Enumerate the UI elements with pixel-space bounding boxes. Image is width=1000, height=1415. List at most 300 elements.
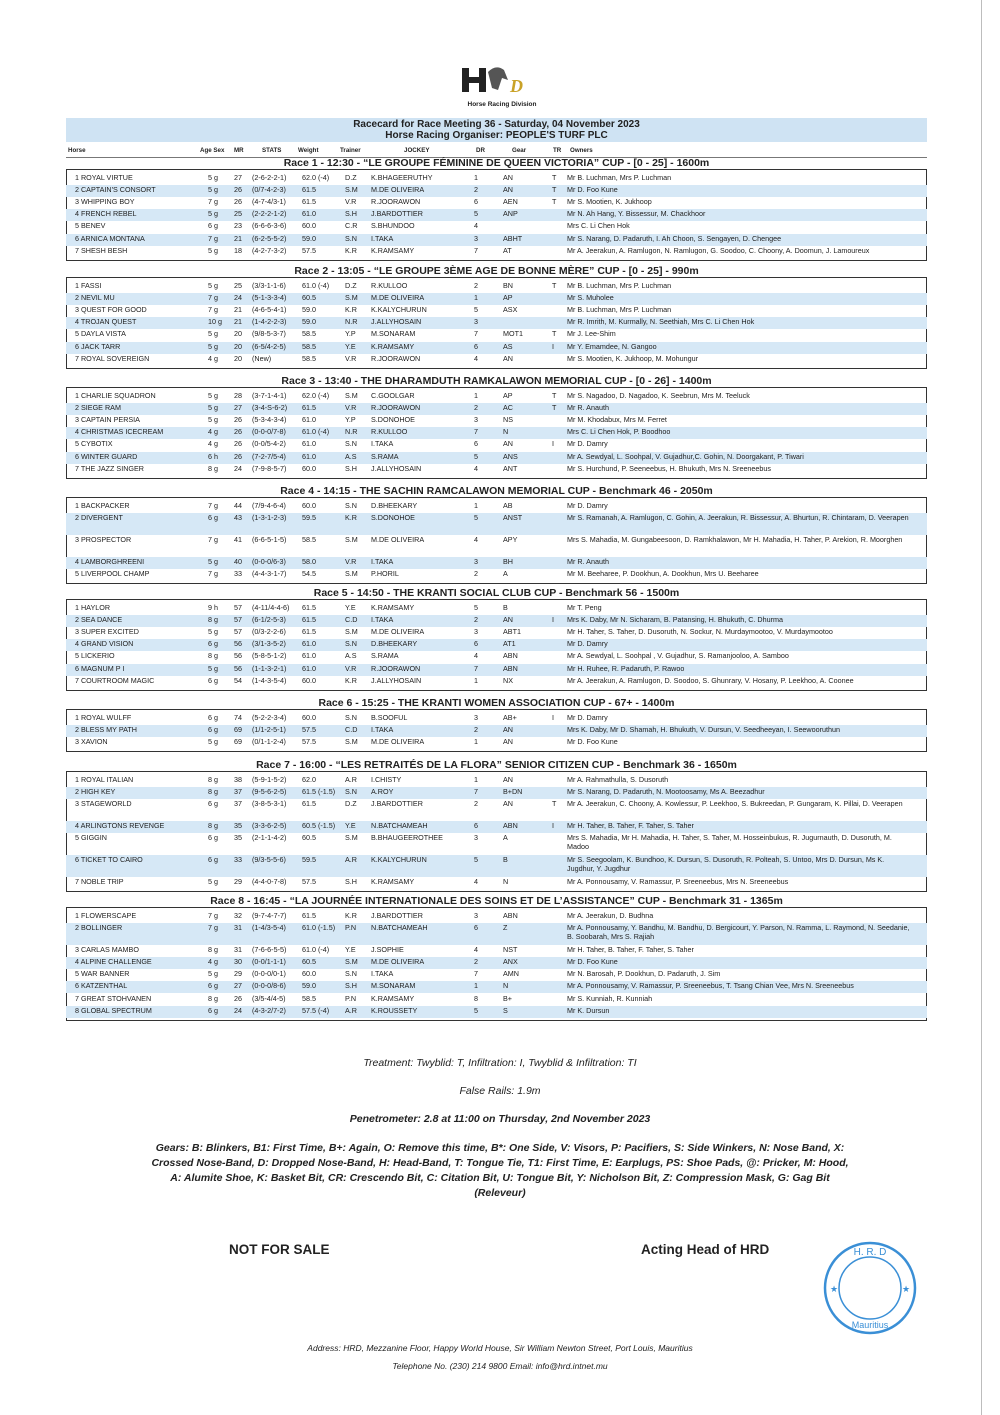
runner-horse: 1 CHARLIE SQUADRON (75, 391, 156, 400)
runner-dr: 3 (474, 233, 478, 243)
runner-weight: 61.0 (302, 209, 316, 219)
runner-owners: Mr A. Jeerakun, A. Ramlugon, D. Soodoo, S. Ghunrary, V. Hosany, P. Leekhoo, A. Coonee (567, 675, 854, 685)
runner-owners: Mr A. Ponnousamy, Y. Bandhu, M. Bandhu, D. Bergicourt, Y. Parson, N. Ramma, L. Raymond, N. Seedanie, B. Soobarah, Mrs S. Rajiah (567, 923, 910, 941)
runner-trainer: K.R (345, 675, 357, 685)
runner-dr: 1 (474, 173, 478, 182)
runner-owners: Mrs K. Daby, Mr N. Sicharam, B. Patansing, H. Bhukuth, C. Dhurma (567, 615, 783, 625)
runner-weight: 62.0 (-4) (302, 173, 330, 182)
runner-mr: 33 (234, 855, 242, 865)
runner-row (66, 713, 927, 725)
runner-trainer: S.N (345, 501, 357, 510)
runner-row (66, 627, 927, 639)
runner-jockey: S.RAMA (371, 451, 399, 461)
runner-stats: (6-1/2-5-3) (252, 615, 286, 625)
runner-horse: 3 WHIPPING BOY (75, 197, 135, 207)
runner-weight: 57.5 (302, 737, 316, 747)
runner-gear: ABHT (503, 233, 523, 243)
runner-mr: 57 (234, 603, 242, 612)
hrd-stamp (820, 1238, 920, 1338)
runner-jockey: I.TAKA (371, 969, 394, 979)
runner-age: 6 g (208, 833, 218, 843)
runner-gear: AEN (503, 197, 518, 207)
runner-age: 4 g (208, 353, 218, 363)
runner-dr: 3 (474, 627, 478, 637)
runner-stats: (4-11/4-4-6) (252, 603, 290, 612)
runner-trainer: V.R (345, 197, 357, 207)
runner-owners: Mr S. Narang, D. Padaruth, N. Mootoosamy, Ms A. Beezadhur (567, 787, 765, 797)
runner-age: 5 g (208, 403, 218, 413)
runner-weight: 58.0 (302, 557, 316, 567)
footer-address: Address: HRD, Mezzanine Floor, Happy World House, Sir William Newton Street, Port Louis, Mauritius (307, 1343, 693, 1353)
runner-dr: 1 (474, 775, 478, 784)
runner-row (66, 173, 927, 185)
runner-row (66, 293, 927, 305)
runner-age: 8 g (208, 463, 218, 473)
acting-head-label: Acting Head of HRD (641, 1242, 770, 1257)
false-rails-note: False Rails: 1.9m (459, 1085, 541, 1097)
runner-gear: B+ (503, 993, 512, 1003)
runner-age: 5 g (208, 209, 218, 219)
runner-jockey: M.DE OLIVEIRA (371, 293, 425, 303)
runner-jockey: M.DE OLIVEIRA (371, 185, 425, 195)
runner-dr: 1 (474, 981, 478, 991)
runner-gear: N (503, 877, 509, 887)
runner-horse: 6 WINTER GUARD (75, 451, 138, 461)
runner-stats: (1-4-2-2-3) (252, 317, 287, 327)
runner-age: 5 g (208, 281, 218, 290)
runner-age: 6 g (208, 221, 218, 231)
runner-mr: 38 (234, 775, 242, 784)
race-title: Race 3 - 13:40 - THE DHARAMDUTH RAMKALAWON MEMORIAL CUP - [0 - 26] - 1400m (66, 376, 927, 387)
runner-stats: (0-0/5-4-2) (252, 439, 286, 449)
runner-mr: 26 (234, 993, 242, 1003)
runner-jockey: K.ROUSSETY (371, 1005, 418, 1015)
runner-weight: 60.5 (302, 957, 316, 967)
runner-trainer: A.R (345, 775, 357, 784)
runner-stats: (4-7-4/3-1) (252, 197, 286, 207)
runner-dr: 7 (474, 329, 478, 339)
runner-weight: 61.5 (302, 403, 316, 413)
svg-text:★: ★ (830, 1284, 839, 1294)
runner-dr: 4 (474, 353, 478, 363)
runner-gear: ABN (503, 911, 518, 920)
runner-row (66, 799, 927, 821)
runner-stats: (1-4/3-5-4) (252, 923, 286, 933)
runner-stats: (6-6-6-3-6) (252, 221, 287, 231)
runner-trainer: S.N (345, 713, 357, 722)
runner-owners: Mr B. Luchman, Mrs P. Luchman (567, 173, 672, 182)
runner-horse: 3 STAGEWORLD (75, 799, 132, 809)
runner-gear: NS (503, 415, 513, 425)
runner-horse: 4 LAMBORGHREENI (75, 557, 145, 567)
runner-stats: (5-8-5-1-2) (252, 651, 287, 661)
runner-jockey: J.ALLYHOSAIN (371, 675, 422, 685)
runner-row (66, 197, 927, 209)
runner-stats: (3/3-1-1-6) (252, 281, 286, 290)
runner-dr: 7 (474, 969, 478, 979)
runner-jockey: N.BATCHAMEAH (371, 821, 428, 831)
runner-horse: 5 BENEV (75, 221, 106, 231)
runner-stats: (0-0-0/7-8) (252, 427, 286, 437)
runner-stats: (7-9-8-5-7) (252, 463, 287, 473)
runner-horse: 4 TROJAN QUEST (75, 317, 137, 327)
runner-weight: 61.5 (-1.5) (302, 787, 336, 797)
runner-age: 8 g (208, 651, 218, 661)
runner-mr: 27 (234, 173, 242, 182)
runner-stats: (6-5/4-2-5) (252, 341, 286, 351)
runner-age: 5 g (208, 173, 218, 182)
runner-age: 8 g (208, 615, 218, 625)
runner-jockey: B.BHAUGEEROTHEE (371, 833, 443, 843)
runner-horse: 1 FLOWERSCAPE (75, 911, 137, 920)
runner-dr: 7 (474, 787, 478, 797)
runner-weight: 61.0 (302, 415, 316, 425)
runner-jockey: R.JOORAWON (371, 663, 421, 673)
col-stats: STATS (262, 147, 282, 154)
runner-trainer: S.H (345, 209, 357, 219)
runner-stats: (9/3-5-5-6) (252, 855, 286, 865)
runner-stats: (3/5-4/4-5) (252, 993, 286, 1003)
runner-horse: 5 GIGGIN (75, 833, 107, 843)
runner-weight: 61.0 (302, 663, 316, 673)
runner-stats: (4-2-7-3-2) (252, 245, 287, 255)
runner-mr: 26 (234, 427, 242, 437)
runner-stats: (1/1-2-5-1) (252, 725, 286, 735)
runner-stats: (7-6-6-5-5) (252, 945, 287, 955)
runner-mr: 33 (234, 569, 242, 579)
runner-gear: AB (503, 501, 513, 510)
runner-gear: Z (503, 923, 508, 933)
runner-jockey: I.CHISTY (371, 775, 402, 784)
runner-jockey: M.DE OLIVEIRA (371, 535, 425, 545)
runner-weight: 57.5 (302, 725, 316, 735)
runner-mr: 40 (234, 557, 242, 567)
runner-gear: A (503, 569, 508, 579)
runner-owners: Mr H. Ruhee, R. Padaruth, P. Rawoo (567, 663, 685, 673)
runner-horse: 1 FASSI (75, 281, 102, 290)
runner-trainer: K.R (345, 305, 357, 315)
runner-stats: (2-2-2-1-2) (252, 209, 287, 219)
runner-jockey: M.SONARAM (371, 981, 416, 991)
runner-age: 8 g (208, 945, 218, 955)
runner-mr: 25 (234, 209, 242, 219)
col-jockey: JOCKEY (404, 147, 430, 154)
runner-owners: Mr A. Rahmathulla, S. Dusoruth (567, 775, 669, 784)
runner-gear: AN (503, 615, 513, 625)
race-title: Race 2 - 13:05 - “LE GROUPE 3ÈME AGE DE BONNE MÈRE” CUP - [0 - 25] - 990m (66, 266, 927, 277)
runner-jockey: J.ALLYHOSAIN (371, 317, 422, 327)
runner-horse: 7 GREAT STOHVANEN (75, 993, 152, 1003)
runner-row (66, 281, 927, 293)
runner-tr: I (552, 439, 554, 449)
runner-jockey: J.BARDOTTIER (371, 911, 423, 920)
runner-gear: S (503, 1005, 508, 1015)
runner-dr: 5 (474, 513, 478, 523)
runner-row (66, 246, 927, 258)
runner-trainer: S.N (345, 439, 357, 449)
runner-mr: 29 (234, 969, 242, 979)
runner-gear: MOT1 (503, 329, 523, 339)
runner-tr: T (552, 799, 557, 809)
runner-jockey: M.DE OLIVEIRA (371, 737, 425, 747)
runner-trainer: N.R (345, 317, 358, 327)
runner-weight: 60.0 (302, 463, 316, 473)
race-title: Race 4 - 14:15 - THE SACHIN RAMCALAWON MEMORIAL CUP - Benchmark 46 - 2050m (66, 486, 927, 497)
runner-dr: 5 (474, 451, 478, 461)
runner-tr: T (552, 197, 557, 207)
runner-age: 5 g (208, 877, 218, 887)
runner-gear: AN (503, 185, 513, 195)
runner-age: 7 g (208, 233, 218, 243)
runner-gear: ABT1 (503, 627, 521, 637)
runner-mr: 43 (234, 513, 242, 523)
runner-row (66, 501, 927, 513)
runner-row (66, 1006, 927, 1018)
runner-jockey: K.RAMSAMY (371, 993, 415, 1003)
runner-gear: AN (503, 353, 513, 363)
runner-jockey: S.DONOHOE (371, 415, 415, 425)
runner-dr: 5 (474, 305, 478, 315)
runner-gear: AP (503, 293, 513, 303)
runner-gear: N (503, 427, 509, 437)
runner-age: 6 g (208, 639, 218, 649)
runner-age: 6 g (208, 799, 218, 809)
runner-gear: ASX (503, 305, 518, 315)
runner-horse: 2 NEVIL MU (75, 293, 115, 303)
runner-age: 6 g (208, 725, 218, 735)
runner-mr: 57 (234, 627, 242, 637)
runner-stats: (New) (252, 353, 272, 363)
runner-age: 5 g (208, 627, 218, 637)
runner-row (66, 354, 927, 366)
runner-owners: Mr D. Foo Kune (567, 185, 618, 195)
runner-owners: Mr H. Taher, B. Taher, F. Taher, S. Taher (567, 821, 694, 831)
runner-tr: T (552, 173, 557, 182)
runner-mr: 35 (234, 821, 242, 831)
runner-tr: T (552, 185, 557, 195)
runner-dr: 6 (474, 439, 478, 449)
runner-stats: (1-4-3-5-4) (252, 675, 287, 685)
runner-age: 5 g (208, 329, 218, 339)
runner-jockey: P.HORIL (371, 569, 399, 579)
runner-tr: I (552, 615, 554, 625)
runner-dr: 5 (474, 1005, 478, 1015)
race-title: Race 7 - 16:00 - “LES RETRAITÉS DE LA FLORA” SENIOR CITIZEN CUP - Benchmark 36 - 1650m (66, 760, 927, 771)
col-gear: Gear (512, 147, 527, 154)
runner-stats: (3-8-5-3-1) (252, 799, 287, 809)
runner-trainer: S.H (345, 981, 357, 991)
runner-mr: 23 (234, 221, 242, 231)
runner-weight: 59.0 (302, 305, 316, 315)
runner-stats: (0-0-0/0-1) (252, 969, 286, 979)
runner-owners: Mr N. Ah Hang, Y. Bissessur, M. Chackhoor (567, 209, 706, 219)
runner-stats: (0-0/1-1-1) (252, 957, 286, 967)
runner-horse: 5 WAR BANNER (75, 969, 130, 979)
runner-jockey: I.TAKA (371, 233, 394, 243)
runner-row (66, 452, 927, 464)
runner-age: 8 g (208, 821, 218, 831)
meeting-title: Racecard for Race Meeting 36 - Saturday, 04 November 2023 (353, 119, 640, 130)
runner-gear: BN (503, 281, 513, 290)
runner-horse: 3 CARLAS MAMBO (75, 945, 139, 955)
runner-horse: 7 ROYAL SOVEREIGN (75, 353, 150, 363)
runner-weight: 60.5 (302, 833, 316, 843)
race-title: Race 1 - 12:30 - “LE GROUPE FÉMININE DE QUEEN VICTORIA” CUP - [0 - 25] - 1600m (66, 158, 927, 169)
runner-trainer: S.M (345, 293, 358, 303)
runner-dr: 6 (474, 197, 478, 207)
runner-weight: 61.0 (302, 639, 316, 649)
gears-legend: Gears: B: Blinkers, B1: First Time, B+: Again, O: Remove this time, B*: One Side, V: Visors, P: Pacifiers, S: Side Winkers, N: Nose Band, X: Crossed Nose-Band, D: Dropped Nose-Band, H: Head-Band, T: Tongue Tie, T1: First Time, E: Earplugs, PS: Shoe Pads, @: Pricker, M: Hood, A: Alumite Shoe, K: Basket Bit, CR: Crescendo Bit, C: Citation Bit, U: Tongue Bit, Y: Nicholson Bit, Z: Compression Mask, G: Gag Bit (Releveur) (151, 1142, 849, 1199)
runner-stats: (9-5-6-2-5) (252, 787, 287, 797)
runner-stats: (0-0-0/6-3) (252, 557, 286, 567)
runner-dr: 3 (474, 557, 478, 567)
runner-owners: Mr H. Taher, B. Taher, F. Taher, S. Taher (567, 945, 694, 955)
runner-trainer: S.M (345, 185, 358, 195)
runner-weight: 57.5 (302, 877, 316, 887)
runner-mr: 69 (234, 737, 242, 747)
runner-owners: Mr S. Ramanah, A. Ramlugon, C. Gohin, A. Jeerakun, R. Bissessur, A. Bhurtun, R. Chintaram, D. Veerapen (567, 513, 909, 523)
runner-gear: BH (503, 557, 513, 567)
runner-weight: 61.0 (302, 451, 316, 461)
runner-trainer: S.H (345, 877, 357, 887)
runner-row (66, 603, 927, 615)
runner-row (66, 664, 927, 676)
hrd-logo (452, 62, 552, 114)
runner-stats: (0-0-0/8-6) (252, 981, 286, 991)
runner-weight: 54.5 (302, 569, 316, 579)
runner-age: 7 g (208, 535, 218, 545)
runner-jockey: C.GOOLGAR (371, 391, 415, 400)
race-title: Race 8 - 16:45 - “LA JOURNÉE INTERNATIONALE DES SOINS ET DE L’ASSISTANCE” CUP - Benchmark 31 - 1365m (66, 896, 927, 907)
runner-dr: 1 (474, 293, 478, 303)
runner-gear: ANST (503, 513, 523, 523)
runner-horse: 2 SIEGE RAM (75, 403, 121, 413)
runner-horse: 5 LICKERIO (75, 651, 115, 661)
runner-trainer: S.M (345, 737, 358, 747)
runner-mr: 21 (234, 305, 242, 315)
runner-horse: 1 ROYAL VIRTUE (75, 173, 133, 182)
runner-dr: 3 (474, 911, 478, 920)
runner-gear: AP (503, 391, 513, 400)
runner-jockey: R.JOORAWON (371, 403, 421, 413)
runner-owners: Mrs S. Mahadia, Mr H. Mahadia, H. Taher, S. Taher, M. Hosseinbukus, R. Jugurnauth, D. Dusoruth, M. Madoo (567, 833, 892, 851)
runner-horse: 4 FRENCH REBEL (75, 209, 137, 219)
runner-age: 5 g (208, 245, 218, 255)
runner-horse: 7 NOBLE TRIP (75, 877, 124, 887)
runner-trainer: Y.E (345, 341, 356, 351)
runner-row (66, 945, 927, 957)
runner-row (66, 415, 927, 427)
runner-jockey: A.ROY (371, 787, 394, 797)
race-title: Race 6 - 15:25 - THE KRANTI WOMEN ASSOCIATION CUP - 67+ - 1400m (66, 698, 927, 709)
runner-horse: 5 CYBOTIX (75, 439, 113, 449)
svg-text:D: D (510, 76, 523, 96)
runner-trainer: S.M (345, 391, 358, 400)
runner-dr: 3 (474, 415, 478, 425)
runner-row (66, 209, 927, 221)
runner-trainer: S.M (345, 627, 358, 637)
runner-horse: 3 QUEST FOR GOOD (75, 305, 147, 315)
runner-horse: 3 CAPTAIN PERSIA (75, 415, 140, 425)
runner-row (66, 994, 927, 1006)
runner-gear: NX (503, 675, 513, 685)
runner-age: 4 g (208, 439, 218, 449)
runner-trainer: N.R (345, 427, 358, 437)
runner-mr: 31 (234, 945, 242, 955)
runner-horse: 4 ARLINGTONS REVENGE (75, 821, 165, 831)
runner-age: 4 g (208, 427, 218, 437)
runner-stats: (2-1-1-4-2) (252, 833, 287, 843)
runner-age: 5 g (208, 557, 218, 567)
svg-text:★: ★ (902, 1284, 911, 1294)
runner-row (66, 877, 927, 889)
runner-weight: 58.5 (302, 329, 316, 339)
runner-horse: 2 BOLLINGER (75, 923, 123, 933)
runner-owners: Mr S. Muholee (567, 293, 614, 303)
runner-dr: 3 (474, 713, 478, 722)
runner-dr: 4 (474, 463, 478, 473)
runner-trainer: A.S (345, 451, 357, 461)
runner-dr: 1 (474, 501, 478, 510)
runner-owners: Mr A. Ponnousamy, V. Ramassur, P. Sreeneebus, T. Tsang Chian Vee, Mrs N. Sreeneebus (567, 981, 854, 991)
runner-row (66, 725, 927, 737)
runner-horse: 6 JACK TARR (75, 341, 121, 351)
runner-horse: 4 CHRISTMAS ICECREAM (75, 427, 164, 437)
runner-gear: AT1 (503, 639, 516, 649)
runner-dr: 2 (474, 569, 478, 579)
runner-mr: 56 (234, 651, 242, 661)
runner-row (66, 342, 927, 354)
runner-trainer: A.R (345, 1005, 357, 1015)
runner-dr: 6 (474, 923, 478, 933)
runner-jockey: K.RAMSAMY (371, 603, 415, 612)
runner-weight: 57.5 (-4) (302, 1005, 330, 1015)
runner-mr: 27 (234, 403, 242, 413)
runner-owners: Mr D. Damry (567, 713, 608, 722)
runner-stats: (9-7-4-7-7) (252, 911, 287, 920)
runner-row (66, 427, 927, 439)
runner-age: 6 g (208, 981, 218, 991)
runner-weight: 61.5 (302, 627, 316, 637)
runner-weight: 60.0 (302, 675, 316, 685)
runner-weight: 61.5 (302, 185, 316, 195)
runner-mr: 21 (234, 317, 242, 327)
runner-trainer: S.N (345, 233, 357, 243)
runner-horse: 7 SHESH BESH (75, 245, 128, 255)
runner-horse: 2 DIVERGENT (75, 513, 123, 523)
runner-tr: T (552, 281, 557, 290)
runner-row (66, 821, 927, 833)
runner-gear: B+DN (503, 787, 523, 797)
runner-trainer: D.Z (345, 281, 357, 290)
runner-gear: A (503, 833, 508, 843)
runner-stats: (6-2-5-5-2) (252, 233, 287, 243)
runner-owners: Mrs C. Li Chen Hok (567, 221, 630, 231)
runner-stats: (5-3-4-3-4) (252, 415, 287, 425)
runner-weight: 61.5 (302, 615, 316, 625)
runner-trainer: A.S (345, 651, 357, 661)
runner-trainer: P.N (345, 993, 357, 1003)
runner-weight: 60.0 (302, 713, 316, 722)
runner-dr: 6 (474, 821, 478, 831)
runner-stats: (2-6-2-2-1) (252, 173, 287, 182)
runner-mr: 25 (234, 281, 242, 290)
runner-jockey: K.KALYCHURUN (371, 305, 427, 315)
runner-owners: Mr S. Kunniah, R. Kunniah (567, 993, 653, 1003)
runner-age: 7 g (208, 293, 218, 303)
runner-jockey: R.KULLOO (371, 427, 408, 437)
runner-stats: (3-7-1-4-1) (252, 391, 287, 400)
